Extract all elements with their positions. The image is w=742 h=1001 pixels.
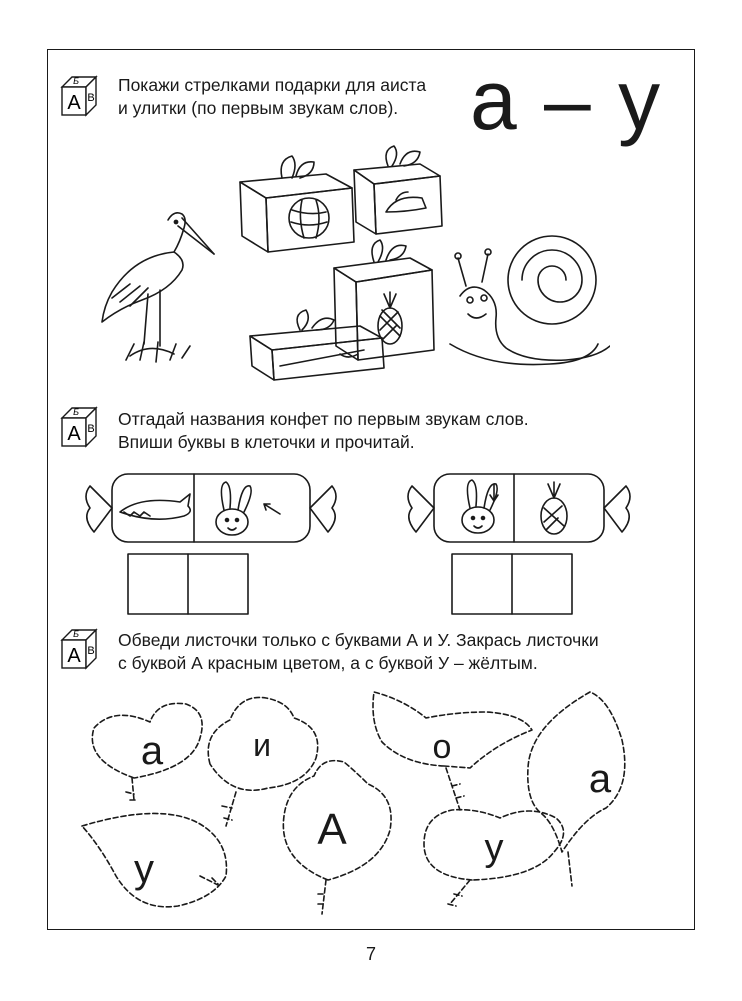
task-1-line-1: Покажи стрелками подарки для аиста (118, 75, 427, 95)
abc-block-letter-front: А (67, 92, 81, 114)
section-3-leaves (60, 680, 680, 920)
leaf-5-illustration (82, 813, 226, 906)
task-3-line-1: Обведи листочки только с буквами А и У. Закрась листочки (118, 630, 599, 650)
leaf-4-letter: а (588, 757, 612, 801)
task-3-line-2: с буквой А красным цветом, а с буквой У – жёлтым. (118, 653, 538, 673)
task-1-instruction (118, 74, 426, 120)
candy-2-illustration (408, 474, 630, 542)
abc-block-icon (58, 73, 100, 121)
abc-block-letter-side: В (87, 645, 95, 657)
task-2-line-2: Впиши буквы в клеточки и прочитай. (118, 432, 415, 452)
abc-block-letter-top: Б (73, 629, 79, 639)
abc-block-letter-top: Б (73, 76, 79, 86)
leaf-3-illustration (373, 692, 532, 810)
abc-block-letter-top: Б (73, 407, 79, 417)
gift-ball-illustration (240, 156, 354, 252)
candy-1-illustration (86, 474, 336, 542)
leaf-2-letter: и (253, 727, 271, 763)
abc-block-letter-side: В (87, 92, 95, 104)
gift-rifle-illustration (250, 310, 384, 380)
big-letters-title: а – у (470, 53, 663, 147)
snail-illustration (450, 236, 610, 365)
section-2-candies (78, 462, 678, 622)
abc-block-letter-front: А (67, 423, 81, 445)
task-2-instruction (118, 408, 529, 454)
leaf-6-letter: А (317, 805, 347, 854)
section-1-illustration (90, 130, 610, 390)
page-number: 7 (365, 944, 376, 964)
abc-block-letter-front: А (67, 645, 81, 667)
abc-block-letter-side: В (87, 423, 95, 435)
gift-iron-illustration (354, 146, 442, 234)
abc-block-icon (58, 626, 100, 674)
task-2-line-1: Отгадай названия конфет по первым звукам слов. (118, 409, 529, 429)
task-1-line-2: и улитки (по первым звукам слов). (118, 98, 399, 118)
leaf-3-letter: о (432, 728, 452, 766)
stork-illustration (102, 213, 214, 362)
task-3-instruction (118, 629, 599, 675)
leaf-1-letter: а (140, 729, 164, 773)
leaf-7-letter: у (484, 827, 504, 869)
abc-block-icon (58, 404, 100, 452)
leaf-5-letter: у (134, 847, 154, 891)
